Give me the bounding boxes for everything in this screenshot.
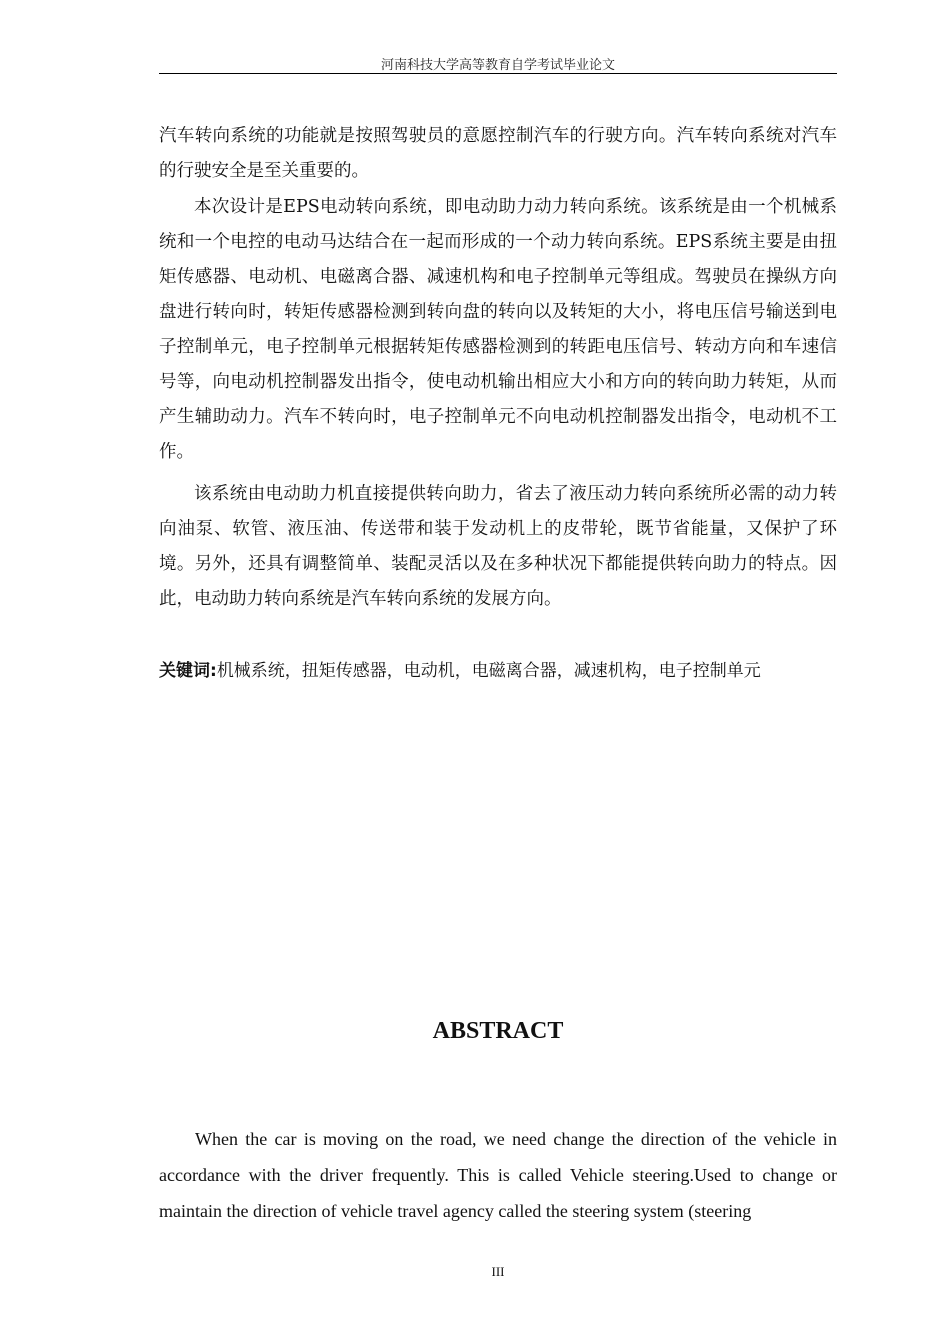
english-abstract-paragraph: When the car is moving on the road, we need change the direction of the vehicle in accordance with the driver frequently. This is called Vehicle steering.Used to change or maintain the direction of vehicle travel agency called the steering system (steering (159, 1129, 837, 1221)
keywords-line (159, 655, 849, 687)
abstract-paragraph-3: 该系统由电动助力机直接提供转向助力，省去了液压动力转向系统所必需的动力转向油泵、软管、液压油、传送带和装于发动机上的皮带轮，既节省能量，又保护了环境。另外，还具有调整简单、装配灵活以及在多种状况下都能提供转向助力的特点。因此，电动助力转向系统是汽车转向系统的发展方向。 (159, 484, 837, 609)
abstract-paragraph-1: 汽车转向系统的功能就是按照驾驶员的意愿控制汽车的行驶方向。汽车转向系统对汽车的行驶安全是至关重要的。 (159, 126, 837, 181)
abstract-paragraph-2: 本次设计是EPS电动转向系统，即电动助力动力转向系统。该系统是由一个机械系统和一个电控的电动马达结合在一起而形成的一个动力转向系统。EPS系统主要是由扭矩传感器、电动机、电磁离合器、减速机构和电子控制单元等组成。驾驶员在操纵方向盘进行转向时，转矩传感器检测到转向盘的转向以及转矩的大小，将电压信号输送到电子控制单元，电子控制单元根据转矩传感器检测到的转距电压信号、转动方向和车速信号等，向电动机控制器发出指令，使电动机输出相应大小和方向的转向助力转矩，从而产生辅助动力。汽车不转向时，电子控制单元不向电动机控制器发出指令，电动机不工作。 (159, 197, 837, 462)
keywords-text: 机械系统，扭矩传感器，电动机，电磁离合器，减速机构，电子控制单元 (216, 661, 761, 681)
abstract-title: ABSTRACT (432, 1018, 564, 1044)
keywords-label: 关键词: (159, 661, 217, 681)
page-number: III (491, 1264, 505, 1279)
header-rule (159, 73, 837, 74)
page-header: 河南科技大学高等教育自学考试毕业论文 (380, 58, 615, 73)
